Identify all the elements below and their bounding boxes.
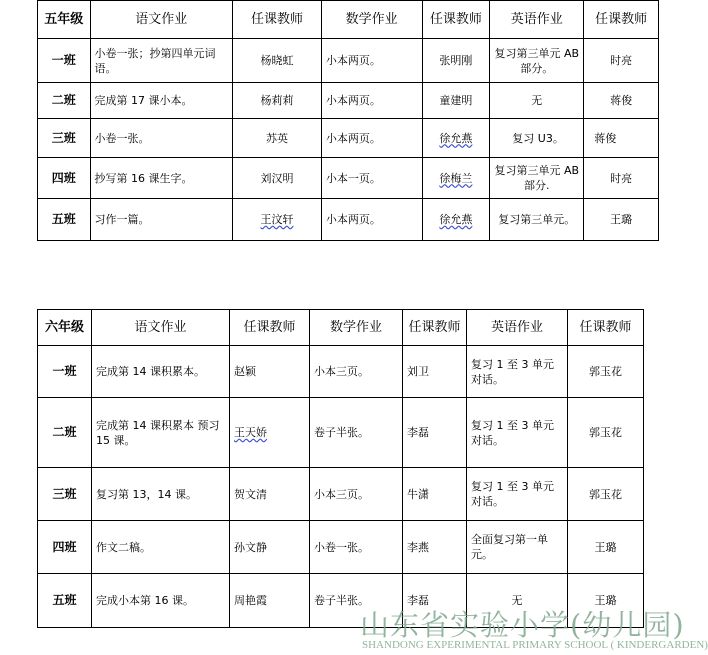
table-row: [38, 158, 659, 199]
class-name: 二班: [38, 398, 92, 468]
chinese-teacher: 王汶轩: [233, 199, 322, 241]
watermark-chinese: 山东省实验小学(幼儿园): [360, 608, 685, 642]
math-homework: 卷子半张。: [310, 398, 403, 468]
chinese-teacher: 贺文清: [230, 468, 310, 521]
english-teacher: 王璐: [568, 574, 644, 628]
table-row: [38, 199, 659, 241]
chinese-teacher: 杨莉莉: [233, 83, 322, 119]
class-name: 五班: [38, 574, 92, 628]
class-name: 五班: [38, 199, 91, 241]
math-teacher: 张明刚: [422, 39, 490, 83]
math-homework: 小本两页。: [321, 39, 422, 83]
grade6-header-teacher3: 任课教师: [568, 310, 644, 346]
chinese-homework: 抄写第 16 课生字。: [90, 158, 233, 199]
school-watermark: [360, 603, 708, 655]
table-row: [38, 468, 644, 521]
grade6-header-row: [38, 310, 644, 346]
english-homework: 复习 1 至 3 单元对话。: [467, 346, 568, 398]
math-homework: 小本一页。: [321, 158, 422, 199]
math-teacher: 李燕: [403, 521, 467, 574]
chinese-teacher: 赵颖: [230, 346, 310, 398]
grade6-header-math: 数学作业: [310, 310, 403, 346]
math-teacher: 徐允燕: [422, 119, 490, 158]
chinese-homework: 习作一篇。: [90, 199, 233, 241]
table-row: [38, 119, 659, 158]
grade5-header-teacher1: 任课教师: [233, 1, 322, 39]
math-teacher: 童建明: [422, 83, 490, 119]
english-homework: 复习第三单元 AB 部分.: [490, 158, 584, 199]
english-homework: 复习 U3。: [490, 119, 584, 158]
english-teacher: 郭玉花: [568, 468, 644, 521]
english-teacher: 蒋俊: [584, 119, 659, 158]
grade5-header-row: [38, 1, 659, 39]
table-row: [38, 346, 644, 398]
english-teacher: 时亮: [584, 158, 659, 199]
grade5-header-teacher2: 任课教师: [422, 1, 490, 39]
math-homework: 小本两页。: [321, 199, 422, 241]
math-teacher: 李磊: [403, 574, 467, 628]
english-teacher: 郭玉花: [568, 398, 644, 468]
chinese-homework: 完成小本第 16 课。: [92, 574, 230, 628]
math-teacher: 徐梅兰: [422, 158, 490, 199]
table-row: [38, 83, 659, 119]
english-teacher: 郭玉花: [568, 346, 644, 398]
english-teacher: 时亮: [584, 39, 659, 83]
english-homework: 复习 1 至 3 单元对话。: [467, 398, 568, 468]
chinese-homework: 小卷一张；抄第四单元词语。: [90, 39, 233, 83]
math-homework: 小本三页。: [310, 468, 403, 521]
grade5-homework-table: [37, 0, 659, 241]
chinese-teacher: 周艳霞: [230, 574, 310, 628]
english-homework: 无: [467, 574, 568, 628]
watermark-english: SHANDONG EXPERIMENTAL PRIMARY SCHOOL ( KINDERGARDEN): [362, 639, 708, 651]
table-row: [38, 398, 644, 468]
class-name: 四班: [38, 158, 91, 199]
grade5-header-grade: 五年级: [38, 1, 91, 39]
english-homework: 复习第三单元。: [490, 199, 584, 241]
grade5-header-english: 英语作业: [490, 1, 584, 39]
grade6-header-grade: 六年级: [38, 310, 92, 346]
grade6-header-teacher2: 任课教师: [403, 310, 467, 346]
math-teacher: 徐允燕: [422, 199, 490, 241]
class-name: 一班: [38, 346, 92, 398]
grade6-header-teacher1: 任课教师: [230, 310, 310, 346]
english-teacher: 王璐: [584, 199, 659, 241]
math-homework: 小卷一张。: [310, 521, 403, 574]
math-teacher: 刘卫: [403, 346, 467, 398]
table-row: [38, 521, 644, 574]
math-homework: 小本两页。: [321, 83, 422, 119]
math-homework: 小本三页。: [310, 346, 403, 398]
chinese-teacher: 刘汉明: [233, 158, 322, 199]
english-homework: 全面复习第一单元。: [467, 521, 568, 574]
grade6-homework-table: [37, 309, 644, 628]
grade6-header-english: 英语作业: [467, 310, 568, 346]
class-name: 四班: [38, 521, 92, 574]
grade5-header-teacher3: 任课教师: [584, 1, 659, 39]
grade5-header-chinese: 语文作业: [90, 1, 233, 39]
grade5-header-math: 数学作业: [321, 1, 422, 39]
english-teacher: 王璐: [568, 521, 644, 574]
chinese-teacher: 苏英: [233, 119, 322, 158]
math-teacher: 牛潇: [403, 468, 467, 521]
chinese-homework: 复习第 13，14 课。: [92, 468, 230, 521]
english-teacher: 蒋俊: [584, 83, 659, 119]
math-homework: 小本两页。: [321, 119, 422, 158]
english-homework: 复习第三单元 AB 部分。: [490, 39, 584, 83]
chinese-homework: 完成第 14 课积累本 预习 15 课。: [92, 398, 230, 468]
english-homework: 复习 1 至 3 单元对话。: [467, 468, 568, 521]
class-name: 三班: [38, 119, 91, 158]
class-name: 一班: [38, 39, 91, 83]
chinese-teacher: 杨晓虹: [233, 39, 322, 83]
grade6-header-chinese: 语文作业: [92, 310, 230, 346]
class-name: 二班: [38, 83, 91, 119]
chinese-teacher: 孙文静: [230, 521, 310, 574]
chinese-homework: 作文二稿。: [92, 521, 230, 574]
chinese-homework: 完成第 14 课积累本。: [92, 346, 230, 398]
table-row: [38, 39, 659, 83]
class-name: 三班: [38, 468, 92, 521]
chinese-homework: 小卷一张。: [90, 119, 233, 158]
english-homework: 无: [490, 83, 584, 119]
math-homework: 卷子半张。: [310, 574, 403, 628]
chinese-teacher: 王天娇: [230, 398, 310, 468]
chinese-homework: 完成第 17 课小本。: [90, 83, 233, 119]
math-teacher: 李磊: [403, 398, 467, 468]
